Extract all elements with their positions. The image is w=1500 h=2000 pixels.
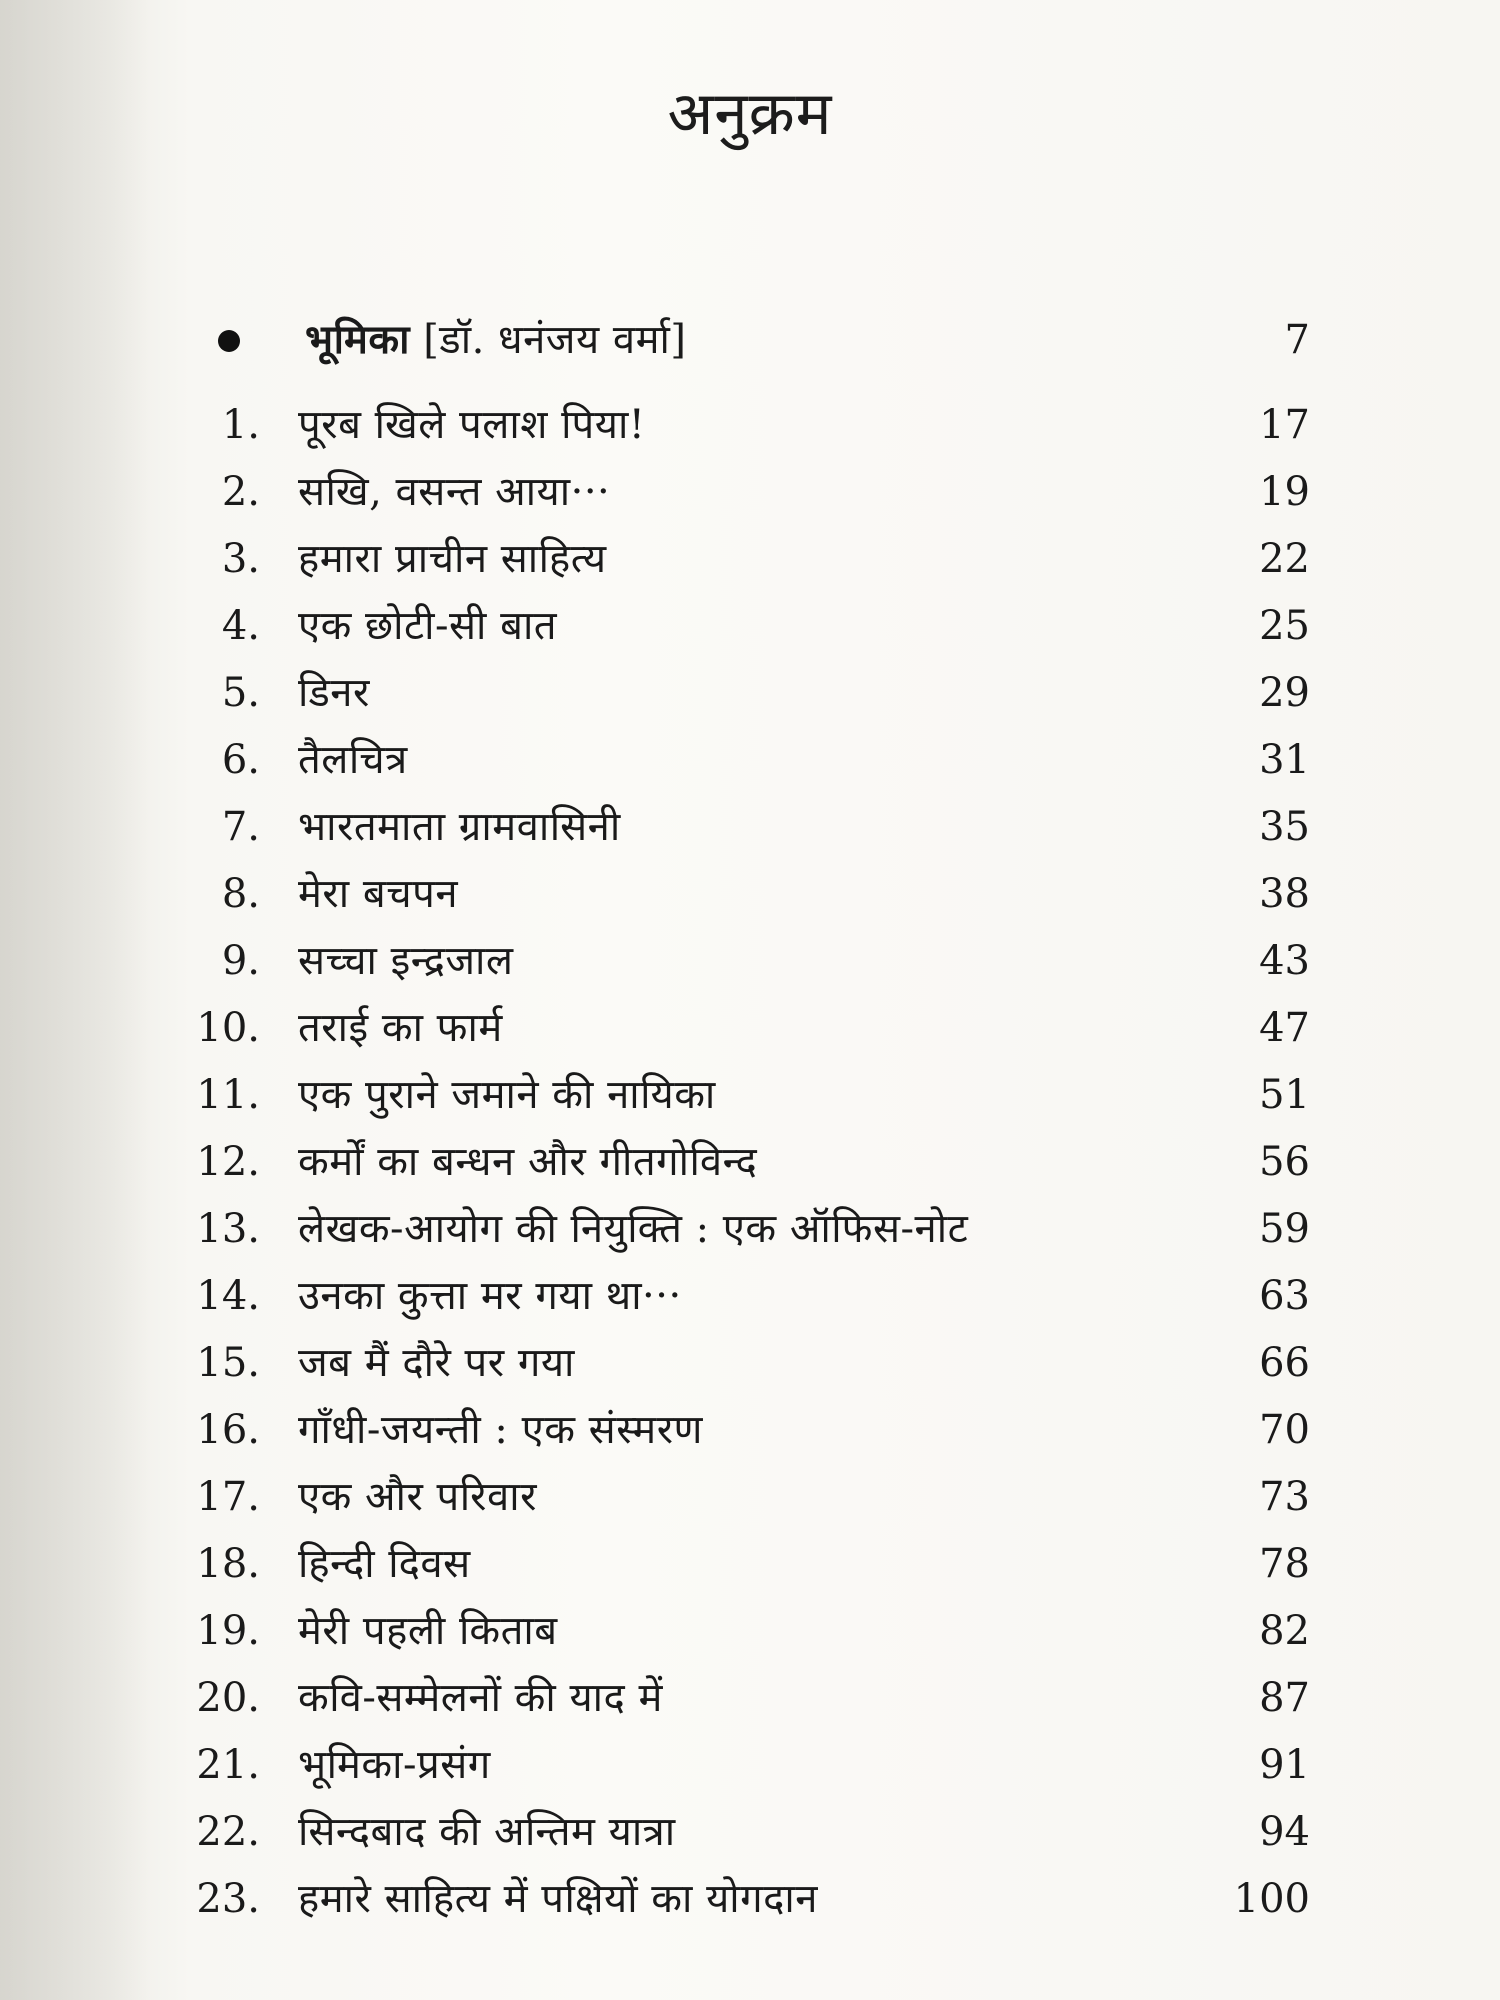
toc-entry-title: जब मैं दौरे पर गया	[298, 1340, 575, 1386]
toc-entry-title: मेरा बचपन	[298, 871, 459, 917]
toc-entry-title: तैलचित्र	[298, 737, 408, 783]
toc-entry-number: 9.	[221, 938, 260, 984]
toc-entry-number: 17.	[196, 1474, 260, 1520]
toc-entry-number: 10.	[196, 1005, 260, 1051]
bullet-icon	[218, 330, 240, 352]
toc-entry-number: 20.	[196, 1675, 260, 1721]
toc-entry-number: 7.	[221, 804, 260, 850]
toc-entry-page: 31	[1259, 737, 1310, 783]
toc-entry-number: 18.	[196, 1541, 260, 1587]
toc-entry	[170, 1665, 1310, 1732]
toc-entry-title: मेरी पहली किताब	[298, 1608, 558, 1654]
toc-entry	[170, 861, 1310, 928]
toc-intro-author: [डॉ. धनंजय वर्मा]	[423, 317, 687, 363]
toc-entry-title: सिन्दबाद की अन्तिम यात्रा	[298, 1809, 676, 1855]
toc-entry-title: सच्चा इन्द्रजाल	[298, 938, 514, 984]
toc-entry-number: 21.	[196, 1742, 260, 1788]
toc-entry-number: 13.	[196, 1206, 260, 1252]
toc-entry-number: 4.	[221, 603, 260, 649]
toc-entry	[170, 593, 1310, 660]
toc-entry-page: 22	[1259, 536, 1310, 582]
toc-entry-number: 14.	[196, 1273, 260, 1319]
toc-intro-title: भूमिका	[305, 316, 410, 363]
toc-entry	[170, 392, 1310, 459]
toc-entry-page: 59	[1259, 1206, 1310, 1252]
toc-entry-title: हमारे साहित्य में पक्षियों का योगदान	[298, 1876, 818, 1922]
toc-intro-title-wrap	[305, 300, 687, 380]
toc-entry-number: 8.	[221, 871, 260, 917]
toc-entry-title: तराई का फार्म	[298, 1005, 503, 1051]
toc-entry-page: 25	[1259, 603, 1310, 649]
toc-entry-title: गाँधी-जयन्ती : एक संस्मरण	[298, 1407, 703, 1453]
toc-entry-title: लेखक-आयोग की नियुक्ति : एक ऑफिस-नोट	[298, 1206, 969, 1252]
toc-entry-number: 6.	[221, 737, 260, 783]
toc-entry	[170, 1263, 1310, 1330]
toc-entry	[170, 1129, 1310, 1196]
toc-entry-page: 47	[1259, 1005, 1310, 1051]
toc-entry-number: 22.	[196, 1809, 260, 1855]
toc-entry-number: 11.	[196, 1072, 260, 1118]
toc-intro-row	[170, 300, 1310, 380]
toc-entry-page: 70	[1259, 1407, 1310, 1453]
toc-entry-number: 15.	[196, 1340, 260, 1386]
toc-entry-number: 3.	[221, 536, 260, 582]
toc-entry-page: 19	[1259, 469, 1310, 515]
toc-entry-page: 43	[1259, 938, 1310, 984]
toc-entry	[170, 1799, 1310, 1866]
table-of-contents	[170, 300, 1310, 1933]
toc-entry-page: 91	[1259, 1742, 1310, 1788]
toc-entry-title: भारतमाता ग्रामवासिनी	[298, 804, 621, 850]
page-title: अनुक्रम	[667, 79, 833, 149]
toc-entry-title: हमारा प्राचीन साहित्य	[298, 536, 607, 582]
toc-entry	[170, 459, 1310, 526]
toc-entry	[170, 1598, 1310, 1665]
toc-entry	[170, 1866, 1310, 1933]
toc-entry-title: एक और परिवार	[298, 1474, 537, 1520]
toc-entry-page: 63	[1259, 1273, 1310, 1319]
toc-entry	[170, 928, 1310, 995]
toc-entry	[170, 1330, 1310, 1397]
toc-entry	[170, 660, 1310, 727]
toc-entry-number: 1.	[221, 402, 260, 448]
toc-entry	[170, 1062, 1310, 1129]
toc-entry-title: पूरब खिले पलाश पिया!	[298, 402, 646, 448]
toc-entry	[170, 995, 1310, 1062]
toc-entry	[170, 727, 1310, 794]
page-gutter-shadow	[0, 0, 150, 2000]
toc-entry-page: 82	[1259, 1608, 1310, 1654]
toc-intro-page: 7	[1284, 317, 1310, 363]
toc-entry-title: एक छोटी-सी बात	[298, 603, 558, 649]
toc-entry-page: 51	[1259, 1072, 1310, 1118]
toc-entry-number: 19.	[196, 1608, 260, 1654]
toc-entry-page: 56	[1259, 1139, 1310, 1185]
toc-entry-page: 66	[1259, 1340, 1310, 1386]
toc-entry-page: 73	[1259, 1474, 1310, 1520]
toc-entry	[170, 1397, 1310, 1464]
toc-entry-number: 12.	[196, 1139, 260, 1185]
toc-entry-number: 2.	[221, 469, 260, 515]
toc-entry-number: 16.	[196, 1407, 260, 1453]
toc-entry	[170, 1531, 1310, 1598]
toc-entry-title: कर्मों का बन्धन और गीतगोविन्द	[298, 1139, 758, 1185]
toc-entry-page: 38	[1259, 871, 1310, 917]
toc-entry-title: भूमिका-प्रसंग	[298, 1742, 491, 1788]
toc-entry-number: 5.	[221, 670, 260, 716]
toc-entry-title: एक पुराने जमाने की नायिका	[298, 1072, 716, 1118]
toc-entry	[170, 1732, 1310, 1799]
toc-entry-title: डिनर	[298, 670, 370, 716]
toc-entry-title: हिन्दी दिवस	[298, 1541, 471, 1587]
toc-entry-page: 17	[1259, 402, 1310, 448]
toc-entry	[170, 526, 1310, 593]
toc-entry	[170, 794, 1310, 861]
toc-entry-page: 87	[1259, 1675, 1310, 1721]
toc-entry-page: 35	[1259, 804, 1310, 850]
toc-entry-page: 94	[1259, 1809, 1310, 1855]
toc-entry-number: 23.	[196, 1876, 260, 1922]
toc-entry-title: सखि, वसन्त आया···	[298, 469, 611, 515]
toc-entry-title: उनका कुत्ता मर गया था···	[298, 1273, 682, 1319]
toc-entry-page: 100	[1233, 1876, 1310, 1922]
toc-entry-title: कवि-सम्मेलनों की याद में	[298, 1675, 663, 1721]
toc-entry-page: 29	[1259, 670, 1310, 716]
toc-entry	[170, 1464, 1310, 1531]
toc-entry	[170, 1196, 1310, 1263]
toc-entry-page: 78	[1259, 1541, 1310, 1587]
